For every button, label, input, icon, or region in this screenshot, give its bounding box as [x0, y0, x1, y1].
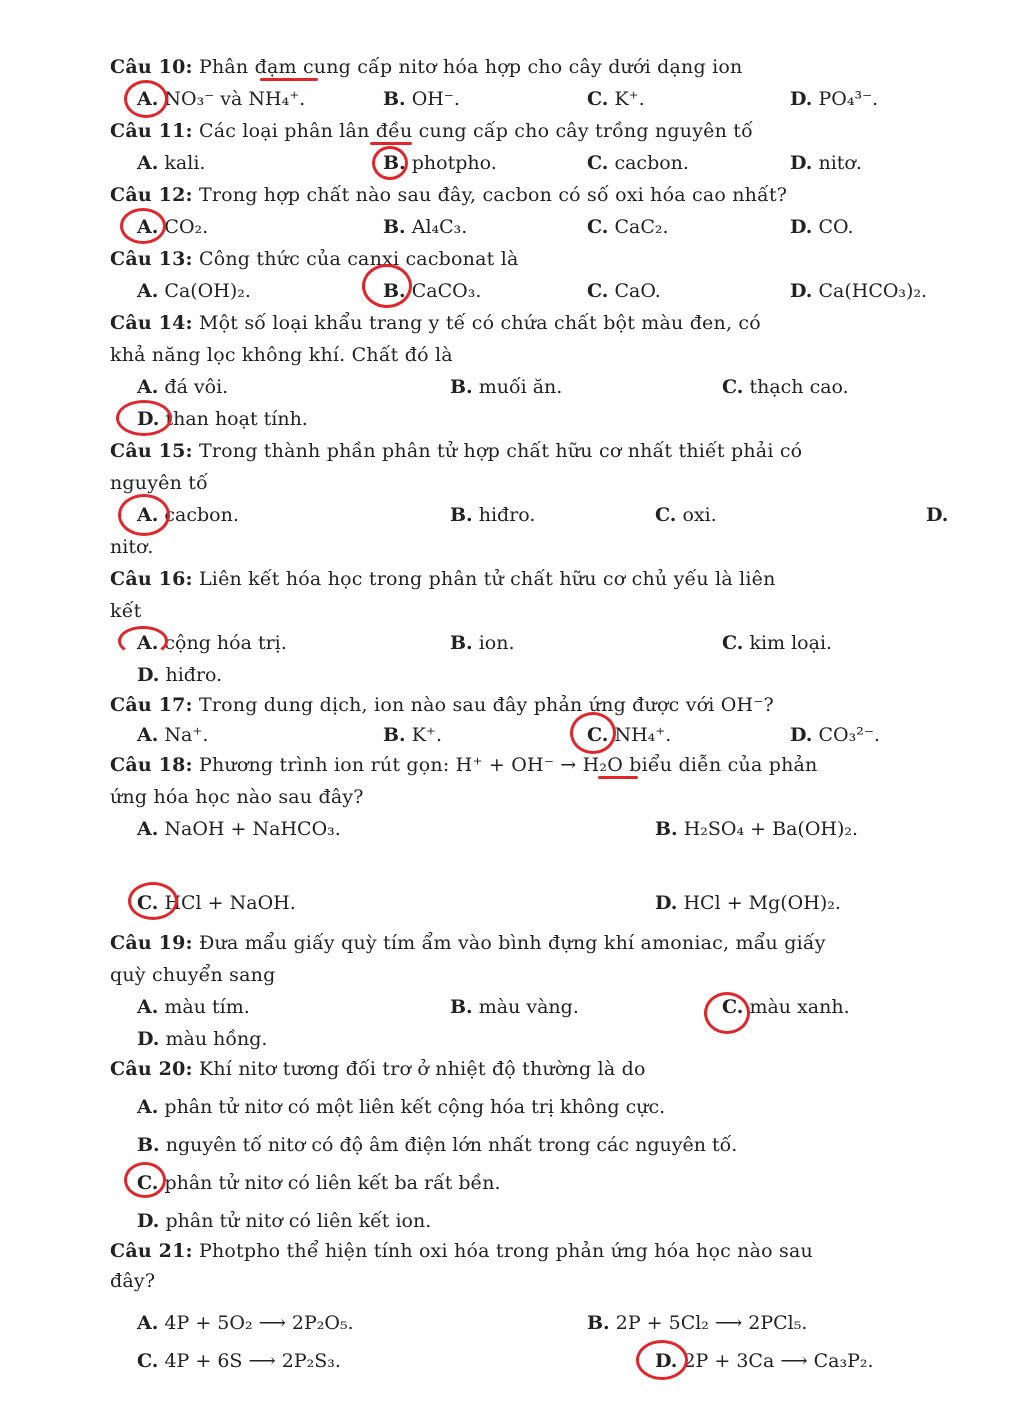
q11-option-a[interactable]: A. kali. — [137, 152, 206, 174]
question-label: Câu 15: — [110, 440, 193, 462]
question-label: Câu 12: — [110, 184, 193, 206]
q12-option-d[interactable]: D. CO. — [790, 216, 854, 238]
question-label: Câu 17: — [110, 694, 193, 716]
question-14 — [110, 312, 761, 334]
question-18-cont — [110, 786, 364, 808]
question-label: Câu 14: — [110, 312, 193, 334]
underline-mark — [260, 78, 318, 81]
question-19-cont — [110, 964, 275, 986]
question-text: Photpho thể hiện tính oxi hóa trong phản ứng hóa học nào sau — [198, 1240, 813, 1262]
q14-option-c[interactable]: C. thạch cao. — [722, 376, 849, 398]
q21-option-a[interactable]: A. 4P + 5O₂ ⟶ 2P₂O₅. — [137, 1312, 354, 1334]
q10-option-b[interactable]: B. OH⁻. — [383, 88, 460, 110]
q15-option-a[interactable]: A. cacbon. — [137, 504, 239, 526]
question-13 — [110, 248, 519, 270]
q18-option-c[interactable]: C. HCl + NaOH. — [137, 892, 296, 914]
q12-option-a[interactable]: A. CO₂. — [137, 216, 209, 238]
question-label: Câu 10: — [110, 56, 193, 78]
q14-option-a[interactable]: A. đá vôi. — [137, 376, 229, 398]
q18-option-a[interactable]: A. NaOH + NaHCO₃. — [137, 818, 341, 840]
question-label: Câu 18: — [110, 754, 193, 776]
q18-option-d[interactable]: D. HCl + Mg(OH)₂. — [655, 892, 841, 914]
question-text: Công thức của canxi cacbonat là — [198, 248, 519, 270]
q16-option-d[interactable]: D. hiđro. — [137, 664, 223, 686]
question-16-cont — [110, 600, 141, 622]
q12-option-b[interactable]: B. Al₄C₃. — [383, 216, 468, 238]
question-14-cont — [110, 344, 453, 366]
question-15 — [110, 440, 802, 462]
question-text: Một số loại khẩu trang y tế có chứa chất bột màu đen, có — [198, 312, 761, 334]
q11-option-c[interactable]: C. cacbon. — [587, 152, 689, 174]
question-12 — [110, 184, 787, 206]
q13-option-b[interactable]: B. CaCO₃. — [383, 280, 482, 302]
q10-option-d[interactable]: D. PO₄³⁻. — [790, 88, 879, 110]
question-text: đây? — [110, 1270, 156, 1292]
question-text: Các loại phân lân đều cung cấp cho cây trồng nguyên tố — [198, 120, 753, 142]
question-20 — [110, 1058, 646, 1080]
question-label: Câu 13: — [110, 248, 193, 270]
q19-option-b[interactable]: B. màu vàng. — [450, 996, 579, 1018]
q21-option-c[interactable]: C. 4P + 6S ⟶ 2P₂S₃. — [137, 1350, 341, 1372]
question-10 — [110, 56, 742, 78]
question-text: quỳ chuyển sang — [110, 964, 276, 986]
q10-option-a[interactable]: A. NO₃⁻ và NH₄⁺. — [137, 88, 306, 110]
question-text: khả năng lọc không khí. Chất đó là — [110, 344, 453, 366]
q15-option-d[interactable]: nitơ. — [110, 536, 154, 558]
q19-option-d[interactable]: D. màu hồng. — [137, 1028, 268, 1050]
q18-option-b[interactable]: B. H₂SO₄ + Ba(OH)₂. — [655, 818, 859, 840]
q16-option-c[interactable]: C. kim loại. — [722, 632, 833, 654]
question-19 — [110, 932, 826, 954]
question-text: Khí nitơ tương đối trơ ở nhiệt độ thường là do — [198, 1058, 646, 1080]
question-21 — [110, 1240, 813, 1262]
question-21-cont — [110, 1270, 155, 1292]
q13-option-c[interactable]: C. CaO. — [587, 280, 661, 302]
q17-option-a[interactable]: A. Na⁺. — [137, 724, 209, 746]
question-text: kết — [110, 600, 142, 622]
q21-option-d[interactable]: D. 2P + 3Ca ⟶ Ca₃P₂. — [655, 1350, 874, 1372]
q15-option-d-letter[interactable]: D. — [926, 504, 949, 526]
underline-mark — [370, 142, 412, 145]
q10-option-c[interactable]: C. K⁺. — [587, 88, 645, 110]
q17-option-b[interactable]: B. K⁺. — [383, 724, 442, 746]
question-11 — [110, 120, 753, 142]
underline-mark — [598, 776, 638, 779]
q19-option-a[interactable]: A. màu tím. — [137, 996, 250, 1018]
question-text: Đưa mẩu giấy quỳ tím ẩm vào bình đựng khí amoniac, mẩu giấy — [198, 932, 826, 954]
question-text: Phương trình ion rút gọn: H⁺ + OH⁻ → H₂O biểu diễn của phản — [198, 754, 818, 776]
question-text: Trong thành phần phân tử hợp chất hữu cơ nhất thiết phải có — [198, 440, 803, 462]
q12-option-c[interactable]: C. CaC₂. — [587, 216, 669, 238]
question-18 — [110, 754, 817, 776]
q13-option-d[interactable]: D. Ca(HCO₃)₂. — [790, 280, 928, 302]
q16-option-b[interactable]: B. ion. — [450, 632, 515, 654]
question-text: Phân đạm cung cấp nitơ hóa hợp cho cây dưới dạng ion — [198, 56, 743, 78]
question-16 — [110, 568, 776, 590]
question-label: Câu 16: — [110, 568, 193, 590]
q14-option-d[interactable]: D. than hoạt tính. — [137, 408, 308, 430]
question-label: Câu 11: — [110, 120, 193, 142]
q16-option-a[interactable]: A. cộng hóa trị. — [137, 632, 287, 654]
question-17 — [110, 694, 774, 716]
question-text: ứng hóa học nào sau đây? — [110, 786, 364, 808]
q20-option-b[interactable]: B. nguyên tố nitơ có độ âm điện lớn nhất trong các nguyên tố. — [137, 1134, 738, 1156]
question-label: Câu 19: — [110, 932, 193, 954]
q21-option-b[interactable]: B. 2P + 5Cl₂ ⟶ 2PCl₅. — [587, 1312, 808, 1334]
question-text: nguyên tố — [110, 472, 208, 494]
q20-option-c[interactable]: C. phân tử nitơ có liên kết ba rất bền. — [137, 1172, 501, 1194]
q15-option-c[interactable]: C. oxi. — [655, 504, 717, 526]
q20-option-a[interactable]: A. phân tử nitơ có một liên kết cộng hóa trị không cực. — [137, 1096, 666, 1118]
question-15-cont — [110, 472, 208, 494]
q20-option-d[interactable]: D. phân tử nitơ có liên kết ion. — [137, 1210, 432, 1232]
question-label: Câu 20: — [110, 1058, 193, 1080]
question-text: Liên kết hóa học trong phân tử chất hữu cơ chủ yếu là liên — [198, 568, 776, 590]
q13-option-a[interactable]: A. Ca(OH)₂. — [137, 280, 251, 302]
q17-option-d[interactable]: D. CO₃²⁻. — [790, 724, 880, 746]
question-text: Trong hợp chất nào sau đây, cacbon có số oxi hóa cao nhất? — [198, 184, 788, 206]
q17-option-c[interactable]: C. NH₄⁺. — [587, 724, 672, 746]
q19-option-c[interactable]: C. màu xanh. — [722, 996, 850, 1018]
q15-option-b[interactable]: B. hiđro. — [450, 504, 536, 526]
q11-option-b[interactable]: B. photpho. — [383, 152, 497, 174]
q11-option-d[interactable]: D. nitơ. — [790, 152, 862, 174]
question-label: Câu 21: — [110, 1240, 193, 1262]
q14-option-b[interactable]: B. muối ăn. — [450, 376, 563, 398]
question-text: Trong dung dịch, ion nào sau đây phản ứng được với OH⁻? — [198, 694, 774, 716]
